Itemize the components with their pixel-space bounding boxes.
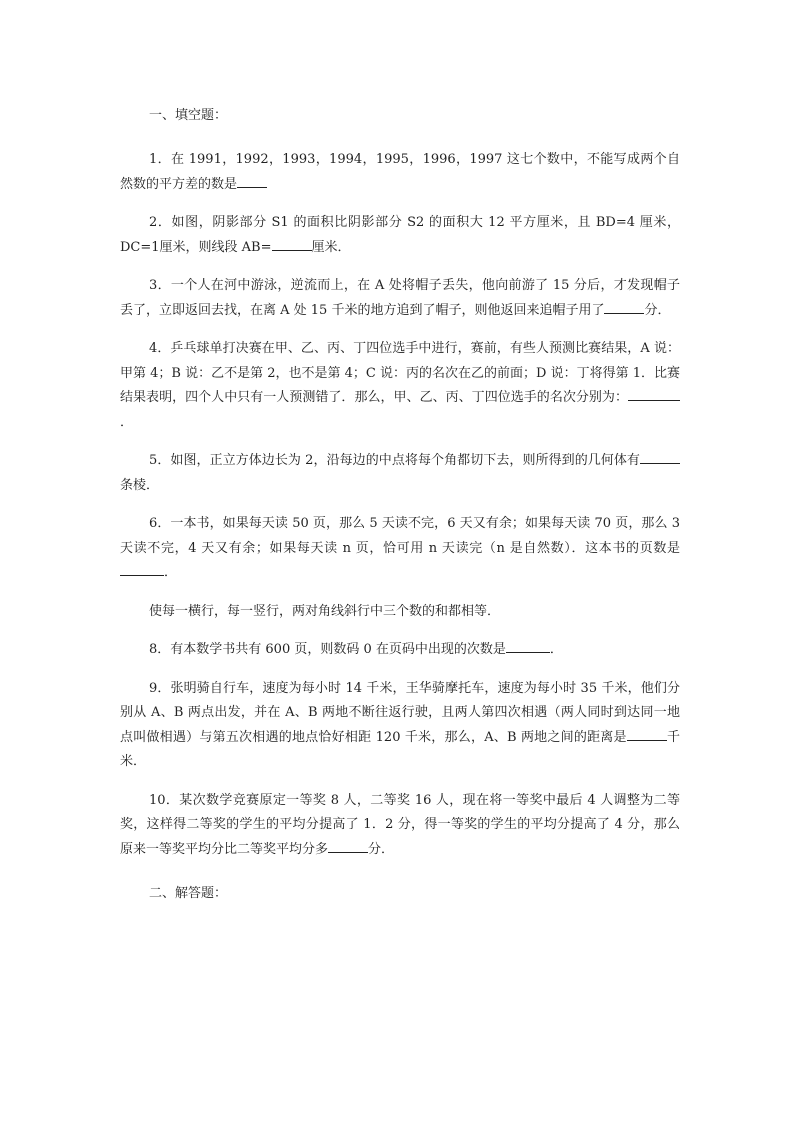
question-3-suffix: 分． xyxy=(644,302,671,318)
question-7-fragment xyxy=(120,600,680,625)
question-2-text: 2．如图，阴影部分 S1 的面积比阴影部分 S2 的面积大 12 平方厘米，且 BD=4 厘米，DC=1厘米，则线段 AB= xyxy=(120,215,680,255)
question-5-suffix: 条棱． xyxy=(120,477,160,493)
question-9-text: 9．张明骑自行车，速度为每小时 14 千米，王华骑摩托车，速度为每小时 35 千米，他们分别从 A、B 两点出发，并在 A、B 两地不断往返行驶，且两人第四次相遇（两人同时到达同一地点叫做相遇）与第五次相遇的地点恰好相距 120 千米，那么，A、B 两地之间的距离是 xyxy=(120,680,680,745)
question-8 xyxy=(120,638,680,663)
question-9-suffix: 千米． xyxy=(120,729,680,769)
answer-blank xyxy=(120,563,164,576)
question-10 xyxy=(120,789,680,863)
question-3-text: 3．一个人在河中游泳，逆流而上，在 A 处将帽子丢失，他向前游了 15 分后，才发现帽子丢了，立即返回去找，在离 A 处 15 千米的地方追到了帽子，则他返回来追帽子用了 xyxy=(120,278,680,318)
question-6-text: 6．一本书，如果每天读 50 页，那么 5 天读不完，6 天又有余；如果每天读 70 页，那么 3 天读不完，4 天又有余；如果每天读 n 页，恰可用 n 天读完（n 是自然数）．这本书的页数是 xyxy=(120,516,680,556)
question-6 xyxy=(120,512,680,586)
question-4 xyxy=(120,337,680,435)
question-2 xyxy=(120,211,680,260)
question-8-text: 8．有本数学书共有 600 页，则数码 0 在页码中出现的次数是 xyxy=(149,642,506,657)
question-5 xyxy=(120,449,680,498)
section-heading-fill-blank: 一、填空题： xyxy=(149,108,228,123)
answer-blank xyxy=(506,640,550,653)
answer-blank xyxy=(628,388,680,401)
question-8-suffix: ． xyxy=(549,642,563,657)
question-10-text: 10．某次数学竞赛原定一等奖 8 人，二等奖 16 人，现在将一等奖中最后 4 人调整为二等奖，这样得二等奖的学生的平均分提高了 1．2 分，得一等奖的学生的平均分提高了 4 分，那么原来一等奖平均分比二等奖平均分多 xyxy=(120,792,680,857)
question-4-suffix: ． xyxy=(120,414,134,430)
answer-blank xyxy=(237,175,267,188)
question-4-text: 4．乒乓球单打决赛在甲、乙、丙、丁四位选手中进行，赛前，有些人预测比赛结果，A 说：甲第 4；B 说：乙不是第 2，也不是第 4；C 说：丙的名次在乙的前面；D 说：丁将得第 1．比赛结果表明，四个人中只有一人预测错了．那么，甲、乙、丙、丁四位选手的名次分别为： xyxy=(120,341,680,405)
document-content xyxy=(120,104,680,906)
answer-blank xyxy=(604,301,644,314)
answer-blank xyxy=(272,238,312,251)
question-7-text: 使每一横行，每一竖行，两对角线斜行中三个数的和都相等． xyxy=(149,603,501,619)
question-9 xyxy=(120,677,680,775)
question-6-suffix: ． xyxy=(164,565,178,580)
answer-blank xyxy=(328,840,368,853)
answer-blank xyxy=(640,451,680,464)
question-1-text: 1．在 1991，1992，1993，1994，1995，1996，1997 这七个数中，不能写成两个自然数的平方差的数是 xyxy=(120,152,680,192)
question-3 xyxy=(120,274,680,323)
question-1 xyxy=(120,148,680,197)
question-10-suffix: 分． xyxy=(368,841,395,857)
question-5-text: 5．如图，正立方体边长为 2，沿每边的中点将每个角都切下去，则所得到的几何体有 xyxy=(149,453,640,468)
section-heading-answer: 二、解答题： xyxy=(149,886,228,901)
question-2-suffix: 厘米． xyxy=(311,239,351,255)
answer-blank xyxy=(627,728,667,741)
